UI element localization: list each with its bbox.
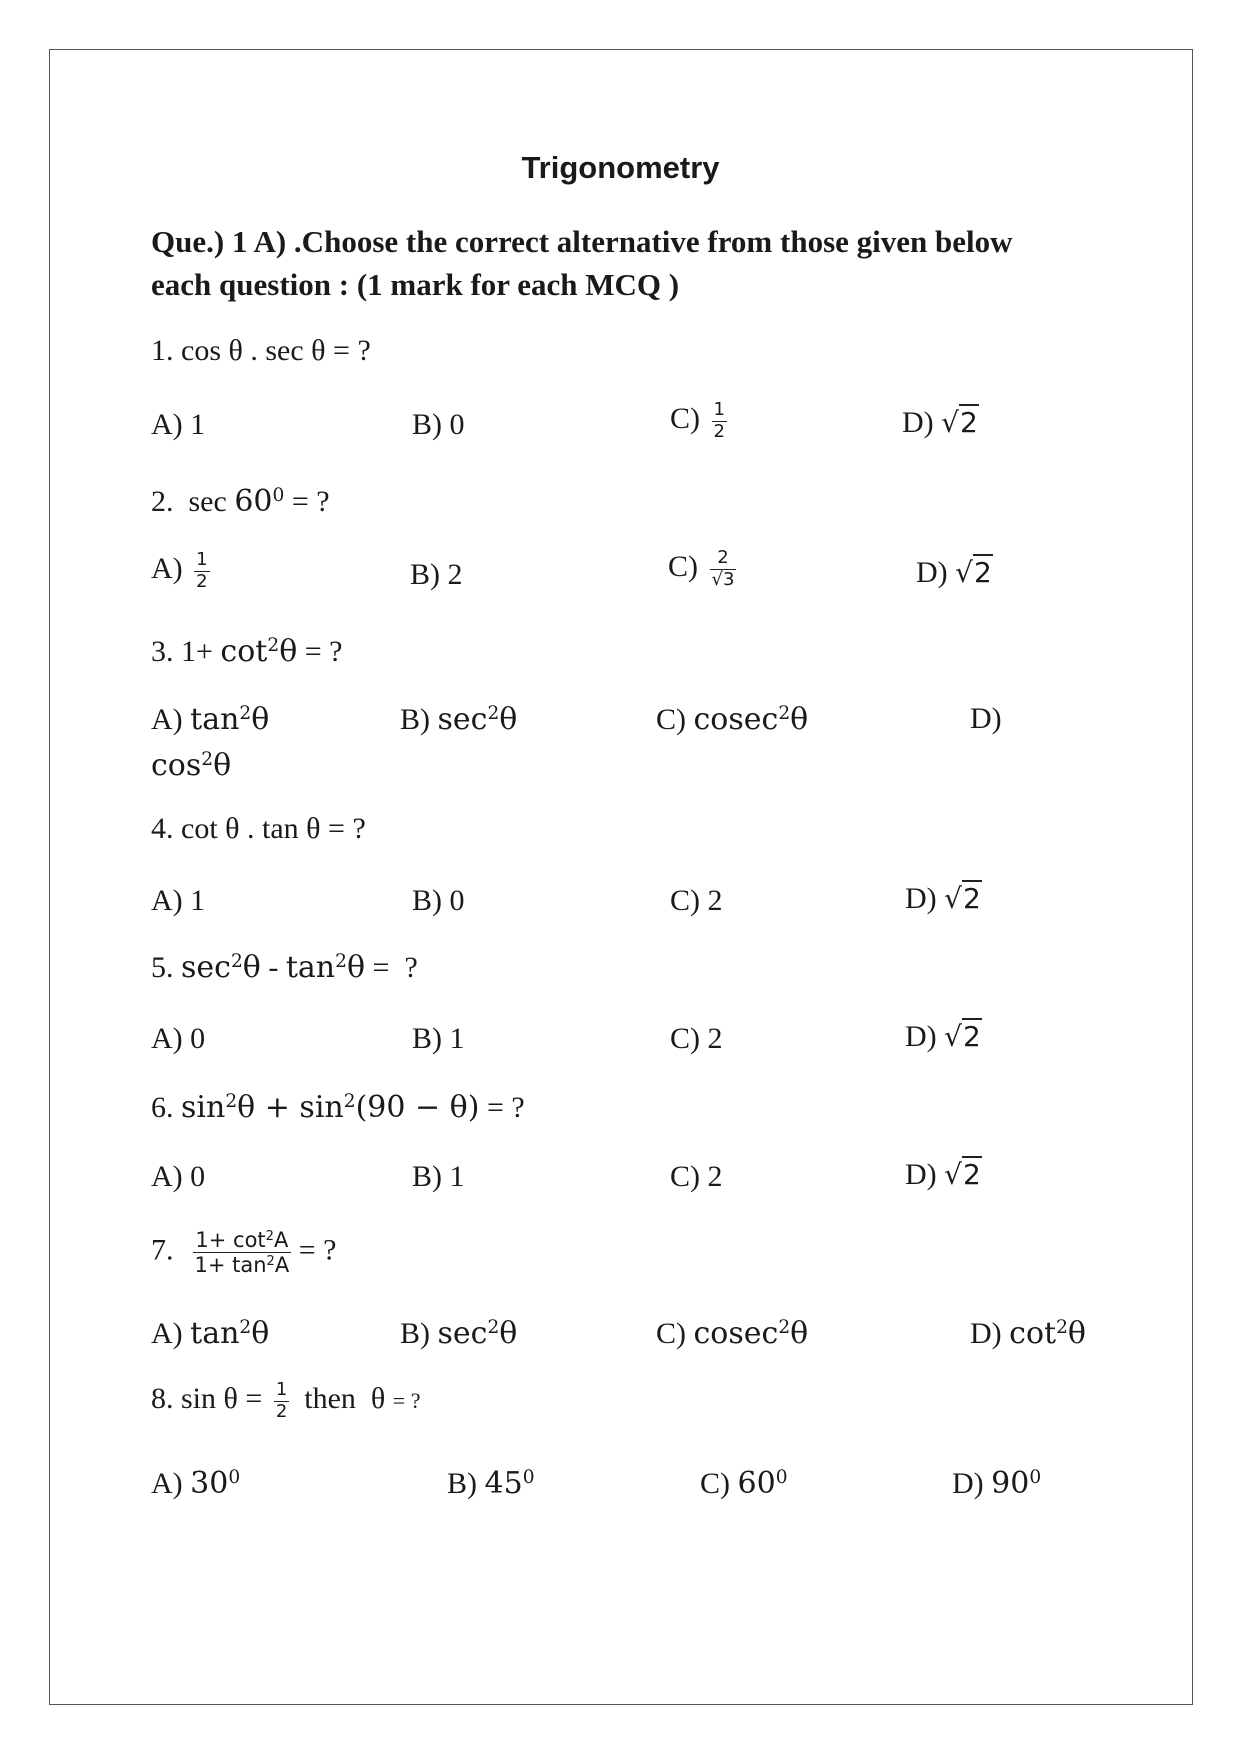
q8-option-b[interactable]: B) $45^0$ xyxy=(447,1466,535,1501)
question-5: 5. $\sec^2\theta - \tan^2\theta$ = ? xyxy=(151,950,418,985)
q6-option-b[interactable]: B) 1 xyxy=(412,1160,465,1193)
q7-option-b[interactable]: B) $\sec^2\theta$ xyxy=(400,1316,518,1351)
q6-option-c[interactable]: C) 2 xyxy=(670,1160,723,1193)
q7-option-c[interactable]: C) cosec$^2$θ xyxy=(656,1316,809,1351)
q3-option-d-value[interactable]: $\cos^2\theta$ xyxy=(151,748,232,783)
q1-option-a[interactable]: A) 1 xyxy=(151,408,206,441)
q4-option-d[interactable]: D) √2 xyxy=(905,882,981,915)
q5-option-b[interactable]: B) 1 xyxy=(412,1022,465,1055)
question-1 xyxy=(151,334,371,368)
q7-option-a[interactable]: A) $\tan^2\theta$ xyxy=(151,1316,270,1351)
q7-option-d[interactable]: D) $\cot^2\theta$ xyxy=(970,1316,1086,1351)
q3-option-b[interactable]: B) $\sec^2\theta$ xyxy=(400,702,518,737)
q2-option-a[interactable]: A) $\frac{1}{2}$ xyxy=(151,549,208,592)
page-title: Trigonometry xyxy=(521,150,720,185)
q5-option-c[interactable]: C) 2 xyxy=(670,1022,723,1055)
question-7: 7. $\frac{1+ \cot^2A}{1+ \tan^2A}$ = ? xyxy=(151,1228,337,1278)
instruction-line-1: Que.) 1 A) .Choose the correct alternative from those given below xyxy=(151,224,1013,259)
q3-option-c[interactable]: C) cosec$^2$θ xyxy=(656,702,809,737)
question-4 xyxy=(151,812,366,846)
q6-option-a[interactable]: A) 0 xyxy=(151,1160,206,1193)
q3-option-a[interactable]: A) $\tan^2\theta$ xyxy=(151,702,270,737)
q5-option-a[interactable]: A) 0 xyxy=(151,1022,206,1055)
q4-option-c[interactable]: C) 2 xyxy=(670,884,723,917)
q8-option-c[interactable]: C) $60^0$ xyxy=(700,1466,788,1501)
question-text: 1. cos θ . sec θ = ? xyxy=(151,334,371,367)
q6-option-d[interactable]: D) √2 xyxy=(905,1158,981,1191)
question-2: 2. $\sec 60^0$ = ? xyxy=(151,484,330,519)
q5-option-d[interactable]: D) √2 xyxy=(905,1020,981,1053)
q2-option-d[interactable]: D) √2 xyxy=(916,556,992,589)
question-8: 8. sin θ = $\frac{1}{2}$ then θ = ? xyxy=(151,1379,421,1422)
question-3: 3. $1+ \cot^2\theta$ = ? xyxy=(151,634,343,669)
q2-option-c[interactable]: C) $\frac{2}{√3}$ xyxy=(668,547,735,590)
question-6: 6. $\sin^2\theta + \sin^2(90 - \theta)$ = ? xyxy=(151,1090,525,1125)
instruction-line-2: each question : (1 mark for each MCQ ) xyxy=(151,267,680,302)
q8-option-a[interactable]: A) $30^0$ xyxy=(151,1466,241,1501)
q4-option-b[interactable]: B) 0 xyxy=(412,884,465,917)
q1-option-b[interactable]: B) 0 xyxy=(412,408,465,441)
q3-option-d-label[interactable]: D) xyxy=(970,702,1002,735)
q2-option-b[interactable]: B) 2 xyxy=(410,558,463,591)
q1-option-d[interactable]: D) √2 xyxy=(902,406,978,439)
q1-option-c[interactable]: C) $\frac{1}{2}$ xyxy=(670,399,725,442)
q4-option-a[interactable]: A) 1 xyxy=(151,884,206,917)
q8-option-d[interactable]: D) $90^0$ xyxy=(952,1466,1042,1501)
question-text: 4. cot θ . tan θ = ? xyxy=(151,812,366,845)
